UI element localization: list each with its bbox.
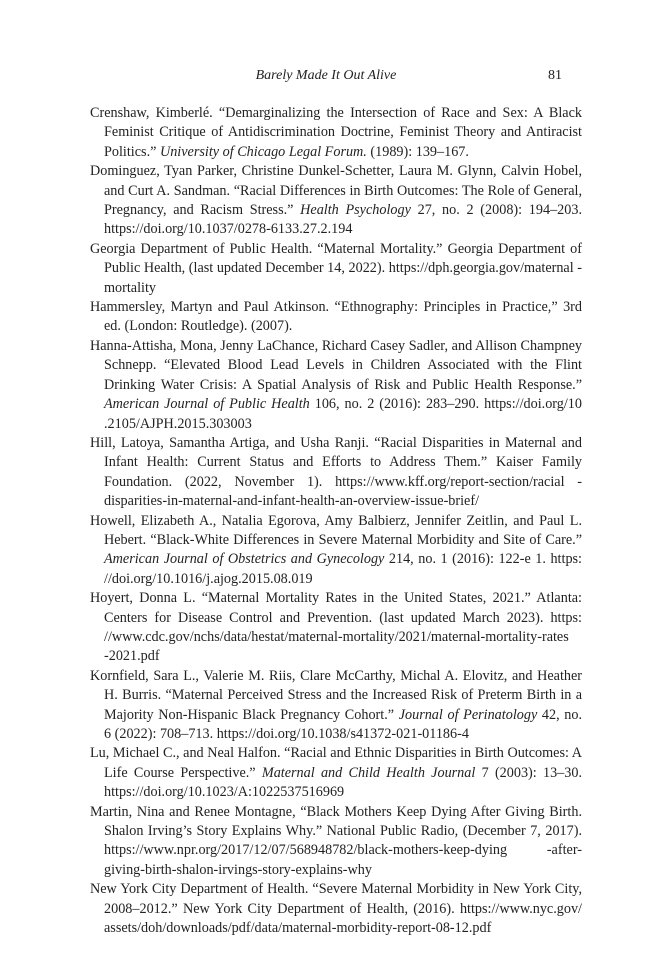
running-title: Barely Made It Out Alive xyxy=(255,68,397,83)
reference-entry: Martin, Nina and Renee Montagne, “Black Mothers Keep Dying After Giving Birth. Shalon Irving’s Story Explains Why.” National Public Radio, (December 7, 2017). https://www.npr.org/2017/12/07/568948782/black-mothers-keep-dying -after-giving-birth-shalon-irvings-story-explains-why xyxy=(90,803,582,878)
reference-entry: Hanna-Attisha, Mona, Jenny LaChance, Richard Casey Sadler, and Allison Champney Schnepp. “Elevated Blood Lead Levels in Children Associated with the Flint Drinking Water Crisis: A Spatial Analysis of Risk and Public Health Response.” American Journal of Public Health 106, no. 2 (2016): 283–290. https://doi.org/10 .2105/AJPH.2015.303003 xyxy=(90,337,582,432)
reference-entry: Hill, Latoya, Samantha Artiga, and Usha Ranji. “Racial Disparities in Maternal and Infant Health: Current Status and Efforts to Address Them.” Kaiser Family Foundation. (2022, November 1). https://www.kff.org/report-section/racial -disparities-in-maternal-and-infant-health-an-overview-issue-brief/ xyxy=(90,434,582,510)
reference-entry: Kornfield, Sara L., Valerie M. Riis, Clare McCarthy, Michal A. Elovitz, and Heather H. Burris. “Maternal Perceived Stress and the Increased Risk of Preterm Birth in a Majority Non-Hispanic Black Pregnancy Cohort.” Journal of Perinatology 42, no. 6 (2022): 708–713. https://doi.org/10.1038/s41372-021-01186-4 xyxy=(90,667,583,742)
reference-entry: Dominguez, Tyan Parker, Christine Dunkel-Schetter, Laura M. Glynn, Calvin Hobel, and Curt A. Sandman. “Racial Differences in Birth Outcomes: The Role of General, Pregnancy, and Racism Stress.” Health Psychology 27, no. 2 (2008): 194–203. https://doi.org/10.1037/0278-6133.27.2.194 xyxy=(90,163,582,238)
reference-entry: Lu, Michael C., and Neal Halfon. “Racial and Ethnic Disparities in Birth Outcomes: A Life Course Perspective.” Maternal and Child Health Journal 7 (2003): 13–30. https://doi.org/10.1023/A:1022537516969 xyxy=(90,745,582,801)
reference-entry: Hoyert, Donna L. “Maternal Mortality Rates in the United States, 2021.” Atlanta: Centers for Disease Control and Prevention. (last updated March 2023). https: //www.cdc.gov/nchs/data/hestat/maternal-mortality/2021/maternal-mortality-rates -2021.pdf xyxy=(90,590,582,665)
page-number: 81 xyxy=(548,68,562,83)
reference-entry: Howell, Elizabeth A., Natalia Egorova, Amy Balbierz, Jennifer Zeitlin, and Paul L. Hebert. “Black-White Differences in Severe Maternal Morbidity and Site of Care.” American Journal of Obstetrics and Gynecology 214, no. 1 (2016): 122-e 1. https: //doi.org/10.1016/j.ajog.2015.08.019 xyxy=(90,512,582,587)
reference-entry: New York City Department of Health. “Severe Maternal Morbidity in New York City, 2008–2012.” New York City Department of Health, (2016). https://www.nyc.gov/ assets/doh/downloads/pdf/data/maternal-morbidity-report-08-12.pdf xyxy=(90,881,582,937)
reference-entry: Georgia Department of Public Health. “Maternal Mortality.” Georgia Department of Public Health, (last updated December 14, 2022). https://dph.georgia.gov/maternal -mortality xyxy=(90,240,582,296)
reference-list xyxy=(90,104,582,938)
reference-entry: Hammersley, Martyn and Paul Atkinson. “Ethnography: Principles in Practice,” 3rd ed. (London: Routledge). (2007). xyxy=(90,299,582,335)
reference-entry: Crenshaw, Kimberlé. “Demarginalizing the Intersection of Race and Sex: A Black Feminist Critique of Antidiscrimination Doctrine, Feminist Theory and Antiracist Politics.” University of Chicago Legal Forum. (1989): 139–167. xyxy=(90,105,582,160)
page-header xyxy=(90,68,562,88)
